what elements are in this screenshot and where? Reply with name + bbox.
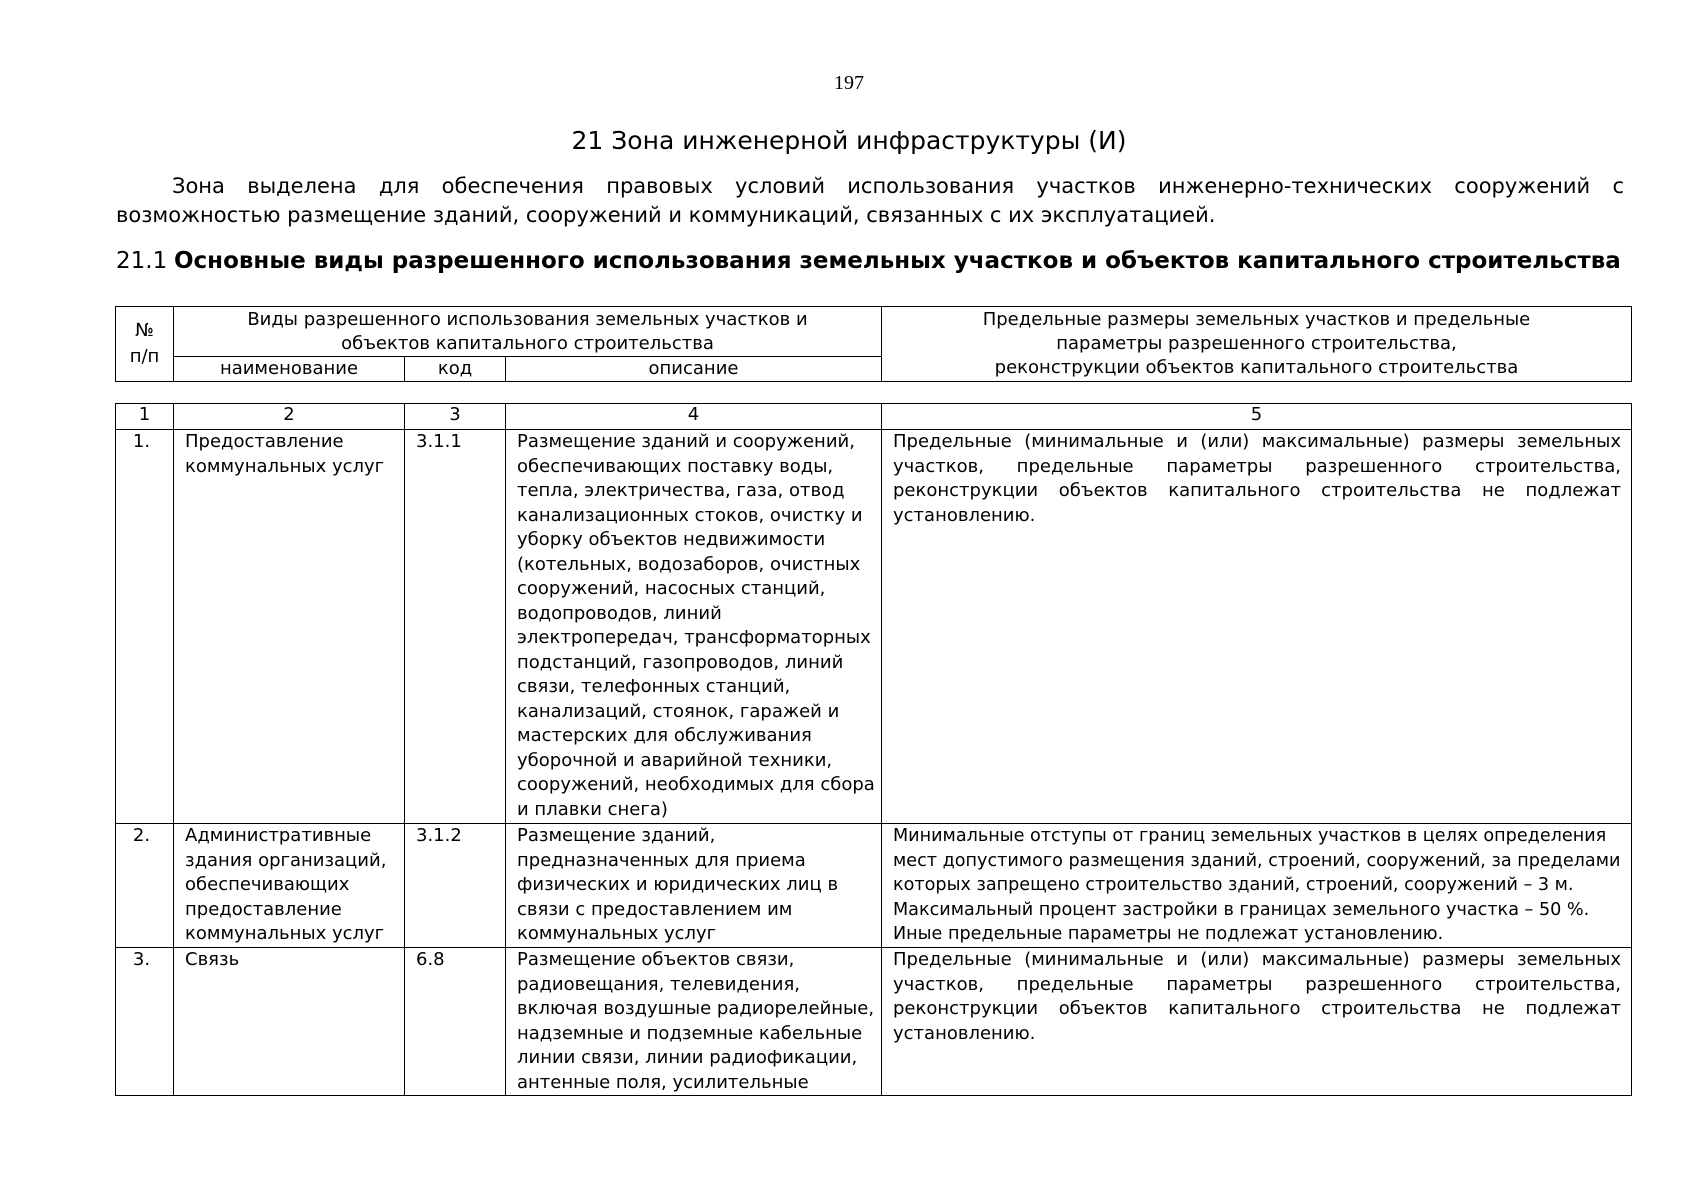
header-code-col: код <box>405 357 506 382</box>
header-num-col: № п/п <box>116 307 174 382</box>
header-name-col: наименование <box>174 357 405 382</box>
table-row <box>116 948 1632 1096</box>
row-code: 3.1.2 <box>405 824 506 948</box>
row-name: Связь <box>174 948 405 1096</box>
row-number: 3. <box>116 948 174 1096</box>
row-number: 1. <box>116 430 174 824</box>
row-limits: Предельные (минимальные и (или) максимальные) размеры земельных участков, предельные параметры разрешенного строительства, реконструкции объектов капитального строительства не подлежат установлению. <box>882 430 1632 824</box>
row-name: Предоставление коммунальных услуг <box>174 430 405 824</box>
header-group-col: Виды разрешенного использования земельных участков и объектов капитального строительства <box>174 307 882 357</box>
column-number: 4 <box>506 404 882 430</box>
table-row <box>116 430 1632 824</box>
header-desc-col: описание <box>506 357 882 382</box>
column-number-row <box>116 404 1632 430</box>
section-number: 21.1 <box>116 248 168 274</box>
column-number: 1 <box>116 404 174 430</box>
page-number: 197 <box>834 72 864 94</box>
header-limits-col: Предельные размеры земельных участков и предельные параметры разрешенного строительства, реконструкции объектов капитального строительства <box>882 307 1632 382</box>
row-description: Размещение зданий, предназначенных для приема физических и юридических лиц в связи с предоставлением им коммунальных услуг <box>506 824 882 948</box>
column-number: 5 <box>882 404 1632 430</box>
row-code: 3.1.1 <box>405 430 506 824</box>
row-description: Размещение объектов связи, радиовещания, телевидения, включая воздушные радиорелейные, надземные и подземные кабельные линии связи, линии радиофикации, антенные поля, усилительные <box>506 948 882 1096</box>
table-row <box>116 824 1632 948</box>
table-header <box>115 306 1632 382</box>
row-number: 2. <box>116 824 174 948</box>
column-number: 2 <box>174 404 405 430</box>
data-table <box>115 403 1632 1096</box>
section-title: Основные виды разрешенного использования земельных участков и объектов капитального строительства <box>174 248 1621 274</box>
intro-paragraph: Зона выделена для обеспечения правовых условий использования участков инженерно-технических сооружений с возможностью размещение зданий, сооружений и коммуникаций, связанных с их эксплуатацией. <box>116 174 1624 227</box>
row-description: Размещение зданий и сооружений, обеспечивающих поставку воды, тепла, электричества, газа, отвод канализационных стоков, очистку и уборку объектов недвижимости (котельных, водозаборов, очистных сооружений, насосных станций, водопроводов, линий электропередач, трансформаторных подстанций, газопроводов, линий связи, телефонных станций, канализаций, стоянок, гаражей и мастерских для обслуживания уборочной и аварийной техники, сооружений, необходимых для сбора и плавки снега) <box>506 430 882 824</box>
zone-title: 21 Зона инженерной инфраструктуры (И) <box>571 126 1127 155</box>
column-number: 3 <box>405 404 506 430</box>
row-code: 6.8 <box>405 948 506 1096</box>
row-limits: Минимальные отступы от границ земельных участков в целях определения мест допустимого размещения зданий, строений, сооружений, за пределами которых запрещено строительство зданий, строений, сооружений – 3 м. Максимальный процент застройки в границах земельного участка – 50 %. Иные предельные параметры не подлежат установлению. <box>882 824 1632 948</box>
row-limits: Предельные (минимальные и (или) максимальные) размеры земельных участков, предельные параметры разрешенного строительства, реконструкции объектов капитального строительства не подлежат установлению. <box>882 948 1632 1096</box>
row-name: Административные здания организаций, обеспечивающих предоставление коммунальных услуг <box>174 824 405 948</box>
